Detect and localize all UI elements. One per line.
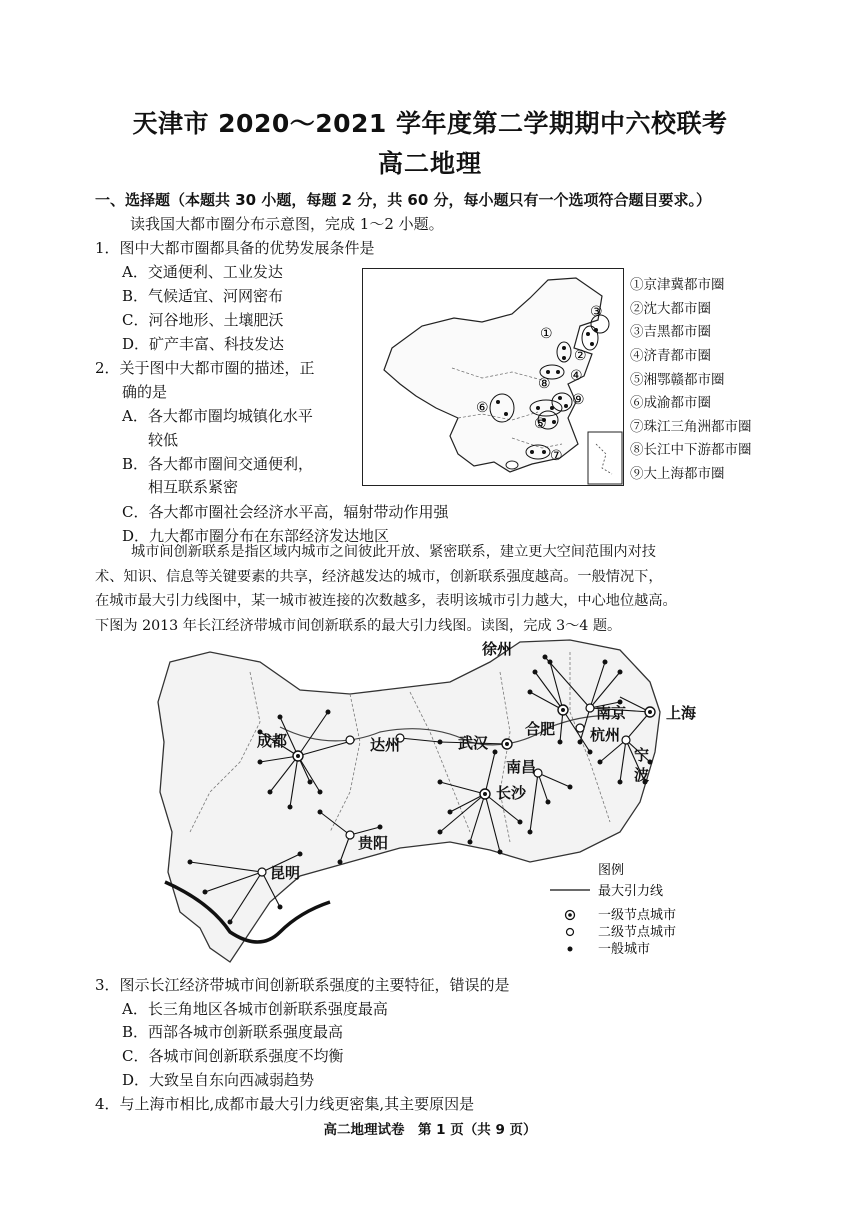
legend-level1-label: 一级节点城市 bbox=[598, 908, 677, 923]
china-metro-map bbox=[362, 268, 624, 486]
section-heading: 一、选择题（本题共 30 小题，每题 2 分，共 60 分，每小题只有一个选项符合题目要求。） bbox=[95, 191, 712, 209]
city-label-xuzhou: 徐州 bbox=[482, 640, 513, 658]
marker-8: ⑧ bbox=[538, 376, 551, 392]
city-label-kunming: 昆明 bbox=[270, 864, 301, 882]
marker-5: ⑤ bbox=[534, 416, 547, 432]
legend-general-label: 一般城市 bbox=[598, 942, 651, 957]
q2-option-c: C．各大都市圈社会经济水平高，辐射带动作用强 bbox=[122, 503, 449, 521]
legend-item: ⑧长江中下游都市圈 bbox=[630, 442, 752, 458]
legend-item: ③吉黑都市圈 bbox=[630, 324, 711, 340]
city-label-dazhou: 达州 bbox=[370, 736, 401, 754]
city-label-hangzhou: 杭州 bbox=[590, 726, 621, 744]
q3-option-b: B．西部各城市创新联系强度最高 bbox=[122, 1023, 344, 1041]
q1-option-d: D．矿产丰富、科技发达 bbox=[122, 335, 285, 353]
q2-option-b-cont: 相互联系紧密 bbox=[148, 478, 239, 496]
q3-option-c: C．各城市间创新联系强度不均衡 bbox=[122, 1047, 344, 1065]
marker-6: ⑥ bbox=[476, 400, 489, 416]
legend-item: ④济青都市圈 bbox=[630, 348, 711, 364]
marker-7: ⑦ bbox=[550, 448, 563, 464]
marker-3: ③ bbox=[590, 304, 603, 320]
passage bbox=[95, 540, 775, 638]
passage-line: 术、知识、信息等关键要素的共享，经济越发达的城市，创新联系强度越高。一般情况下， bbox=[95, 568, 663, 585]
city-label-nanchang: 南昌 bbox=[506, 758, 537, 776]
city-label-nanjing: 南京 bbox=[596, 704, 627, 722]
map2-legend bbox=[550, 863, 676, 957]
legend-item: ⑦珠江三角洲都市圈 bbox=[630, 419, 752, 435]
q1-option-a: A．交通便利、工业发达 bbox=[122, 263, 283, 281]
city-label-chengdu: 成都 bbox=[257, 732, 288, 750]
passage-line: 下图为 2013 年长江经济带城市间创新联系的最大引力线图。读图，完成 3～4 题。 bbox=[95, 617, 622, 634]
passage-line: 城市间创新联系是指区域内城市之间彼此开放、紧密联系，建立更大空间范围内对技 bbox=[131, 544, 656, 560]
yangtze-gravity-map bbox=[150, 632, 730, 970]
marker-2: ② bbox=[574, 348, 587, 364]
q2-option-a: A．各大都市圈均城镇化水平 bbox=[122, 407, 313, 425]
city-label-ningbo-2: 波 bbox=[634, 766, 650, 784]
city-label-wuhan: 武汉 bbox=[458, 734, 489, 752]
legend-title: 图例 bbox=[598, 863, 625, 878]
q1-stem: 1．图中大都市圈都具备的优势发展条件是 bbox=[95, 239, 375, 257]
q4-stem: 4．与上海市相比,成都市最大引力线更密集,其主要原因是 bbox=[95, 1095, 475, 1113]
legend-line-label: 最大引力线 bbox=[598, 884, 664, 899]
page-footer: 高二地理试卷 第 1 页（共 9 页） bbox=[323, 1122, 537, 1138]
city-label-guiyang: 贵阳 bbox=[358, 834, 389, 852]
city-label-shanghai: 上海 bbox=[666, 704, 697, 722]
legend-level2-label: 二级节点城市 bbox=[598, 925, 677, 940]
q2-option-b: B．各大都市圈间交通便利， bbox=[122, 455, 314, 473]
q2-stem: 2．关于图中大都市圈的描述，正 bbox=[95, 359, 315, 377]
section-intro: 读我国大都市圈分布示意图，完成 1～2 小题。 bbox=[130, 215, 444, 233]
legend-item: ②沈大都市圈 bbox=[630, 301, 711, 317]
q1-option-b: B．气候适宜、河网密布 bbox=[122, 287, 284, 305]
subject-title: 高二地理 bbox=[377, 149, 482, 178]
marker-1: ① bbox=[540, 326, 553, 342]
q1-option-c: C．河谷地形、土壤肥沃 bbox=[122, 311, 284, 329]
city-label-changsha: 长沙 bbox=[496, 784, 527, 802]
q2-option-d: D．九大都市圈分布在东部经济发达地区 bbox=[122, 527, 390, 545]
q3-stem: 3．图示长江经济带城市间创新联系强度的主要特征，错误的是 bbox=[95, 976, 510, 994]
q3-option-d: D．大致呈自东向西减弱趋势 bbox=[122, 1071, 315, 1089]
q3-option-a: A．长三角地区各城市创新联系强度最高 bbox=[122, 1000, 388, 1018]
marker-9: ⑨ bbox=[572, 392, 585, 408]
passage-line: 在城市最大引力线图中，某一城市被连接的次数越多，表明该城市引力越大，中心地位越高。 bbox=[95, 593, 677, 609]
city-label-ningbo-1: 宁 bbox=[634, 746, 650, 764]
legend-item: ⑨大上海都市圈 bbox=[630, 466, 725, 482]
legend-item: ⑥成渝都市圈 bbox=[630, 395, 711, 411]
marker-4: ④ bbox=[570, 368, 583, 384]
legend-item: ①京津冀都市圈 bbox=[630, 277, 725, 293]
legend-item: ⑤湘鄂赣都市圈 bbox=[630, 372, 725, 388]
exam-title: 天津市 2020～2021 学年度第二学期期中六校联考 bbox=[132, 109, 728, 138]
city-label-hefei: 合肥 bbox=[525, 720, 556, 738]
q2-stem-cont: 确的是 bbox=[122, 383, 168, 401]
q2-option-a-cont: 较低 bbox=[148, 431, 179, 449]
